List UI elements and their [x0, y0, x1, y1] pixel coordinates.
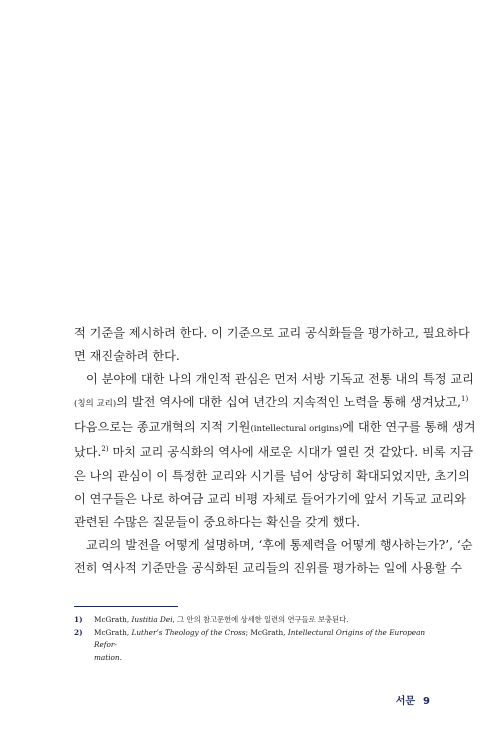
body-line: 이 연구들은 나로 하여금 교리 비평 자체로 들어가기에 앞서 기독교 교리와 [74, 491, 466, 506]
footnote-number: 1) [74, 615, 83, 624]
footnote-title: Iustitia Dei [131, 615, 173, 624]
footnote-author: ; McGrath, [245, 627, 288, 637]
footnote-item [74, 627, 436, 665]
body-line: 적 기준을 제시하려 한다. 이 기준으로 교리 공식화들을 평가하고, 필요하다 [74, 326, 470, 340]
footnotes [74, 614, 436, 664]
body-line [74, 391, 469, 416]
running-footer [396, 692, 430, 707]
section-title: 서문 [395, 696, 416, 707]
footnote-title: Luther’s Theology of the Cross [131, 627, 246, 637]
footnote-number: 2) [74, 627, 83, 637]
footnote-text [94, 614, 436, 627]
footnote-author: McGrath, [94, 615, 132, 624]
body-line: 관련된 수많은 질문들이 중요하다는 확신을 갖게 했다. [74, 514, 361, 529]
footnote-ref[interactable]: 1) [461, 395, 469, 404]
body-line: 은 나의 관심이 이 특정한 교리와 시기를 넘어 상당히 확대되었지만, 초기의 [74, 468, 470, 483]
footnote-title: mation [94, 652, 120, 662]
body-line [74, 416, 476, 441]
body-text-segment: 마치 교리 공식화의 역사에 새로운 시대가 열린 것 같았다. 비록 지금 [108, 445, 473, 460]
body-line [74, 441, 473, 464]
body-line: 면 재진술하려 한다. [74, 349, 180, 364]
body-line: 전히 역사적 기준만을 공식화된 교리들의 진위를 평가하는 일에 사용할 수 [74, 560, 463, 575]
footnote-ref[interactable]: 2) [101, 445, 109, 454]
body-text-segment: 의 발전 역사에 대한 십여 년간의 지속적인 노력을 통해 생겨났고, [116, 395, 462, 410]
body-text-segment: 다음으로는 종교개혁의 지적 기원 [74, 420, 251, 435]
inline-small-text: (칭의 교리) [74, 399, 117, 410]
footnote-rest: , 그 안의 참고문헌에 상세한 일련의 연구들로 보충된다. [172, 615, 349, 624]
body-text [74, 322, 476, 580]
page-number: 9 [423, 696, 430, 707]
footnote-author: McGrath, [94, 627, 132, 637]
footnote-rest: . [119, 652, 122, 662]
footnote-item [74, 614, 436, 627]
body-line: 이 분야에 대한 나의 개인적 관심은 먼저 서방 기독교 전통 내의 특정 교리 [86, 372, 474, 387]
body-text-segment: 났다. [74, 445, 102, 460]
footnote-title: Intellectural Origins of the European Refor- [94, 627, 426, 649]
inline-small-text: (intellectural origins) [250, 424, 343, 435]
footnote-text [94, 627, 436, 665]
body-line: 교리의 발전을 어떻게 설명하며, ‘후에 통제력을 어떻게 행사하는가?’, ‘순 [86, 537, 473, 552]
body-text-segment: 에 대한 연구를 통해 생겨 [342, 420, 476, 435]
footnote-divider [74, 606, 178, 607]
